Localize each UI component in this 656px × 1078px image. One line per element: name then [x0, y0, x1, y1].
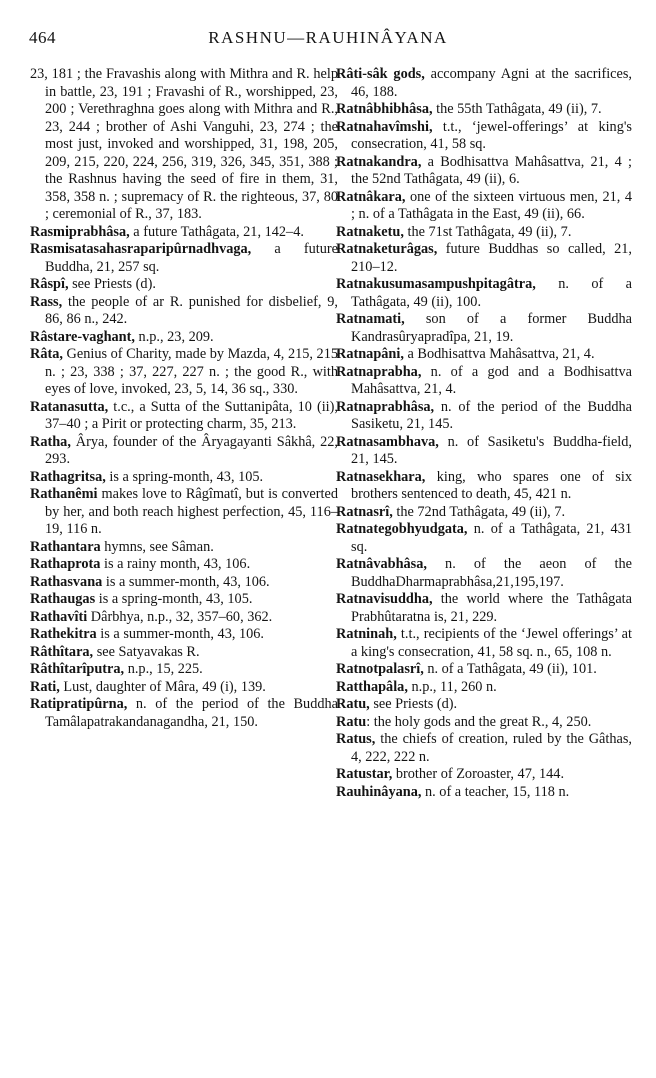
index-entry: [30, 486, 338, 539]
entry-headword: Ratnakandra,: [336, 153, 422, 170]
entry-text: n. of a Tathâgata, 21, 431 sq.: [351, 521, 632, 555]
entry-text: n. of a Tathâgata, 49 (ii), 100.: [351, 276, 632, 310]
index-entry: [30, 644, 338, 662]
entry-text: the 72nd Tathâgata, 49 (ii), 7.: [392, 503, 566, 520]
entry-headword: Ratnaprabhâsa,: [336, 398, 435, 415]
index-entry: [336, 241, 632, 276]
entry-text: future Buddhas so called, 21, 210–12.: [351, 241, 632, 275]
entry-text: Lust, daughter of Mâra, 49 (i), 139.: [59, 678, 266, 695]
index-entry: [336, 276, 632, 311]
entry-text: Ârya, founder of the Âryagayanti Sâkhâ, 22, 293.: [45, 433, 338, 467]
entry-headword: Râti-sâk gods,: [336, 66, 425, 82]
entry-headword: Ratnakusumasampushpitagâtra,: [336, 276, 536, 292]
entry-text: a future Buddha, 21, 257 sq.: [45, 241, 338, 275]
entry-headword: Rathagritsa,: [30, 468, 106, 485]
entry-text: n.p., 15, 225.: [124, 661, 203, 677]
entry-headword: Rathaprota: [30, 556, 101, 572]
index-entry: [336, 766, 632, 784]
entry-text: n.p., 11, 260 n.: [407, 678, 497, 695]
entry-headword: Ratnâkara,: [336, 188, 406, 205]
entry-text: n. of the period of the Buddha Sasiketu, 21, 145.: [351, 398, 632, 432]
entry-headword: Ratnaketurâgas,: [336, 241, 438, 257]
entry-text: hymns, see Sâman.: [100, 538, 214, 555]
index-entry: [30, 434, 338, 469]
entry-text: is a summer-month, 43, 106.: [96, 626, 265, 642]
index-entry: [336, 696, 632, 714]
entry-headword: Ratu,: [336, 696, 370, 712]
entry-headword: Rasmisatasahasraparipûrnadhvaga,: [30, 241, 252, 257]
entry-headword: Rathavîti: [30, 608, 88, 625]
entry-headword: Râthîtara,: [30, 643, 94, 660]
entry-text: n. of a Tathâgata, 49 (ii), 101.: [423, 661, 597, 677]
index-entry: [30, 399, 338, 434]
entry-headword: Ratnavisuddha,: [336, 591, 433, 607]
index-entry: [30, 609, 338, 627]
index-entry: [336, 189, 632, 224]
index-entry: [336, 556, 632, 591]
entry-text: the 55th Tathâgata, 49 (ii), 7.: [432, 101, 602, 117]
entry-headword: Rathanêmi: [30, 486, 98, 502]
index-entry: [336, 399, 632, 434]
index-entry: [30, 574, 338, 592]
entry-text: n.p., 23, 209.: [134, 328, 214, 345]
entry-headword: Ratnasambhava,: [336, 433, 439, 450]
right-column: [336, 66, 632, 801]
entry-text: t.t., ‘jewel-offerings’ at king's consecration, 41, 58 sq.: [351, 118, 632, 152]
index-entry: [336, 346, 632, 364]
index-entry: [336, 434, 632, 469]
entry-headword: Ratanasutta,: [30, 398, 109, 415]
entry-text: n. of the period of the Buddha Tamâlapatrakandanagandha, 21, 150.: [45, 696, 338, 730]
index-entry: [336, 469, 632, 504]
entry-headword: Ratnahavîmshi,: [336, 118, 433, 135]
entry-headword: Rauhinâyana,: [336, 783, 422, 800]
entry-text: king, who spares one of six brothers sentenced to death, 45, 421 n.: [351, 468, 632, 502]
index-entry: [30, 469, 338, 487]
entry-headword: Ratnaketu,: [336, 223, 404, 240]
entry-headword: Râspî,: [30, 276, 69, 292]
entry-text: a Bodhisattva Mahâsattva, 21, 4 ; the 52nd Tathâgata, 49 (ii), 6.: [351, 153, 632, 187]
entry-headword: Ratus,: [336, 731, 376, 747]
index-entry: [336, 119, 632, 154]
entry-headword: Ratthapâla,: [336, 678, 408, 695]
entry-text: t.t., recipients of the ‘Jewel offerings’ at a king's consecration, 41, 58 sq. n., 65, 108 n.: [351, 626, 632, 660]
entry-text: son of a former Buddha Kandrasûryapradîpa, 21, 19.: [351, 311, 632, 345]
entry-headword: Ratnotpalasrî,: [336, 661, 424, 677]
entry-headword: Rathekitra: [30, 626, 97, 642]
entry-headword: Ratnâvabhâsa,: [336, 556, 427, 572]
index-entry: [30, 539, 338, 557]
entry-text: the 71st Tathâgata, 49 (ii), 7.: [403, 223, 572, 240]
entry-headword: Ratipratipûrna,: [30, 696, 128, 712]
index-entry: [30, 276, 338, 294]
index-entry: [336, 504, 632, 522]
index-entry: [336, 714, 632, 732]
index-entry: [30, 329, 338, 347]
page-header: [29, 28, 627, 52]
entry-headword: Ratninah,: [336, 626, 397, 642]
entry-text: n. of Sasiketu's Buddha-field, 21, 145.: [351, 433, 632, 467]
entry-text: makes love to Râgîmatî, but is converted by her, and both reach highest perfection, 45, 116–19, 116 n.: [45, 486, 338, 537]
index-entry: [336, 784, 632, 802]
index-entry: [336, 101, 632, 119]
entry-headword: Râta,: [30, 346, 63, 362]
entry-text: t.c., a Sutta of the Suttanipâta, 10 (ii), 37–40 ; a Pirit or protecting charm, 35, 213.: [45, 398, 338, 432]
entry-headword: Rathaugas: [30, 591, 96, 607]
entry-text: n. of a god and a Bodhisattva Mahâsattva, 21, 4.: [351, 363, 632, 397]
entry-text: is a rainy month, 43, 106.: [100, 556, 251, 572]
index-entry: [30, 556, 338, 574]
index-entry: [30, 626, 338, 644]
entry-text: one of the sixteen virtuous men, 21, 4 ; n. of a Tathâgata in the East, 49 (ii), 66.: [351, 188, 632, 222]
left-column: [30, 66, 338, 731]
entry-text: the chiefs of creation, ruled by the Gâthas, 4, 222, 222 n.: [351, 731, 632, 765]
entry-headword: Ratha,: [30, 433, 71, 450]
index-entry: [30, 696, 338, 731]
entry-headword: Ratnâbhibhâsa,: [336, 101, 433, 117]
index-entry: [336, 364, 632, 399]
entry-text: : the holy gods and the great R., 4, 250.: [366, 713, 592, 730]
entry-headword: Ratnamati,: [336, 311, 405, 327]
index-entry: [336, 591, 632, 626]
entry-text: see Priests (d).: [68, 276, 156, 292]
index-entry: [336, 66, 632, 101]
index-entry: [30, 241, 338, 276]
entry-headword: Rass,: [30, 293, 63, 310]
index-entry: [30, 66, 338, 224]
entry-headword: Ratnaprabha,: [336, 363, 422, 380]
index-entry: [336, 679, 632, 697]
entry-text: Genius of Charity, made by Mazda, 4, 215, 215 n. ; 23, 338 ; 37, 227, 227 n. ; the good R., with eyes of love, invoked, 23, 5, 14, 36 sq., 330.: [45, 346, 338, 397]
entry-text: is a summer-month, 43, 106.: [102, 573, 270, 590]
entry-text: 23, 181 ; the Fravashis along with Mithra and R. help in battle, 23, 191 ; Fravashi of R., worshipped, 23, 200 ; Verethraghna goes along with Mithra and R., 23, 244 ; brother of Ashi Vanguhi, 23, 274 ; the most just, invoked and worshipped, 31, 198, 205, 209, 215, 220, 224, 256, 319, 326, 345, 351, 388 ; the Rashnus having the seed of fire in them, 31, 358, 358 n. ; supremacy of R. the righteous, 37, 80 ; ceremonial of R., 37, 183.: [30, 66, 338, 222]
index-entry: [30, 679, 338, 697]
index-entry: [30, 661, 338, 679]
entry-headword: Ratnasrî,: [336, 503, 393, 520]
entry-text: see Priests (d).: [369, 696, 458, 712]
entry-text: the world where the Tathâgata Prabhûtaratna is, 21, 229.: [351, 591, 632, 625]
index-entry: [30, 224, 338, 242]
running-title: RASHNU—RAUHINÂYANA: [208, 28, 448, 47]
index-entry: [30, 294, 338, 329]
index-entry: [30, 346, 338, 399]
entry-headword: Ratnategobhyudgata,: [336, 521, 468, 537]
index-entry: [336, 731, 632, 766]
index-entry: [336, 224, 632, 242]
entry-text: accompany Agni at the sacrifices, 46, 188.: [351, 66, 633, 100]
entry-headword: Ratustar,: [336, 766, 393, 782]
index-entry: [30, 591, 338, 609]
index-entry: [336, 661, 632, 679]
index-entry: [336, 521, 632, 556]
entry-text: a future Tathâgata, 21, 142–4.: [129, 223, 304, 240]
entry-text: n. of the aeon of the BuddhaDharmaprabhâsa,21,195,197.: [351, 556, 632, 590]
entry-text: n. of a teacher, 15, 118 n.: [421, 783, 570, 800]
entry-headword: Ratu: [336, 713, 367, 730]
entry-headword: Rasmiprabhâsa,: [30, 223, 130, 240]
index-entry: [336, 626, 632, 661]
entry-headword: Rathantara: [30, 538, 101, 555]
entry-headword: Ratnasekhara,: [336, 468, 426, 485]
entry-headword: Rati,: [30, 678, 60, 695]
entry-text: see Satyavakas R.: [93, 643, 200, 660]
entry-headword: Ratnapâni,: [336, 346, 404, 362]
index-entry: [336, 311, 632, 346]
entry-text: is a spring-month, 43, 105.: [95, 591, 253, 607]
index-entry: [336, 154, 632, 189]
entry-text: the people of ar R. punished for disbelief, 9, 86, 86 n., 242.: [45, 293, 338, 327]
entry-headword: Râthîtarîputra,: [30, 661, 125, 677]
entry-text: Dârbhya, n.p., 32, 357–60, 362.: [87, 608, 273, 625]
entry-headword: Rathasvana: [30, 573, 103, 590]
entry-text: a Bodhisattva Mahâsattva, 21, 4.: [403, 346, 595, 362]
page-number: 464: [29, 28, 56, 47]
entry-text: is a spring-month, 43, 105.: [105, 468, 264, 485]
entry-text: brother of Zoroaster, 47, 144.: [392, 766, 565, 782]
entry-headword: Râstare-vaghant,: [30, 328, 135, 345]
